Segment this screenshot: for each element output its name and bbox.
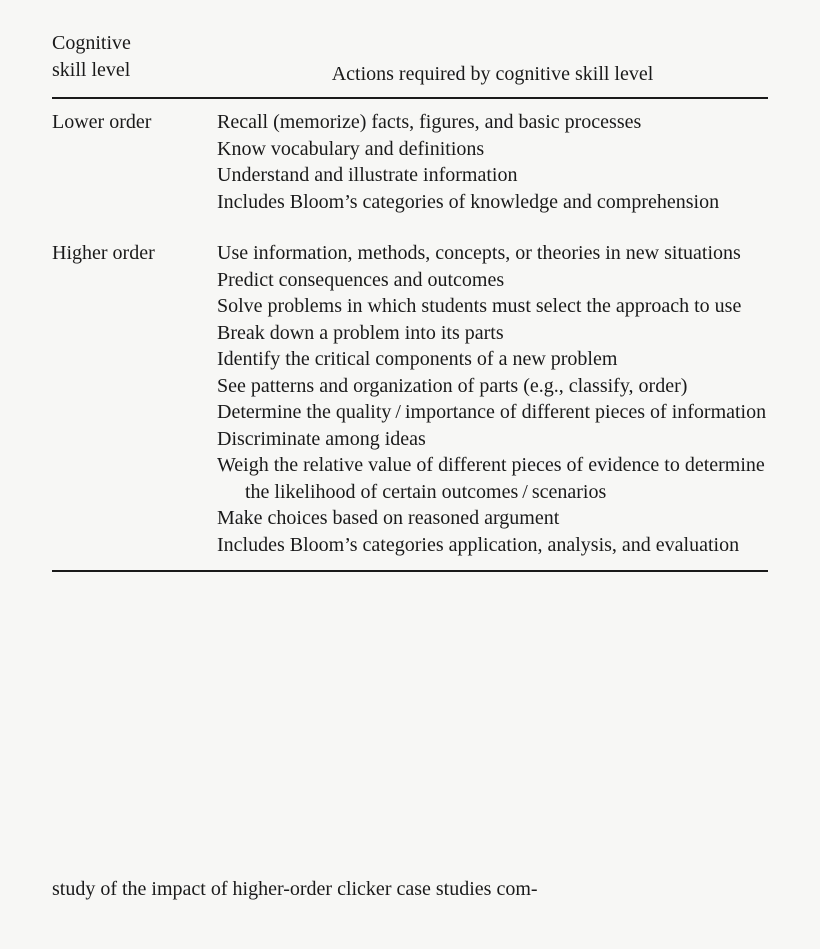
action-item: Weigh the relative value of different pieces of evidence to determine the likelihood of certain outcomes / scenarios	[217, 454, 765, 503]
action-item: Discriminate among ideas	[217, 427, 426, 450]
table-row	[52, 109, 768, 215]
column-header-line-1: Cognitive	[52, 32, 131, 54]
action-item: Solve problems in which students must select the approach to use	[217, 295, 742, 317]
table-bottom-rule	[52, 570, 768, 572]
column-header-cognitive-skill-level	[52, 30, 212, 84]
action-item: Understand and illustrate information	[217, 164, 518, 186]
table-body	[52, 99, 768, 558]
table-row	[52, 240, 768, 558]
action-item: Make choices based on reasoned argument	[217, 507, 560, 529]
action-item: Determine the quality / importance of different pieces of information	[217, 401, 767, 423]
cognitive-skill-level-table	[52, 30, 768, 572]
action-item: Know vocabulary and definitions	[217, 137, 485, 160]
row-level-label: Higher order	[52, 242, 155, 264]
action-item: Use information, methods, concepts, or theories in new situations	[217, 242, 741, 264]
row-actions-list	[217, 109, 768, 215]
action-item: Identify the critical components of a new problem	[217, 348, 618, 370]
action-item: Break down a problem into its parts	[217, 321, 504, 344]
column-header-actions: Actions required by cognitive skill level	[331, 63, 654, 85]
body-paragraph: study of the impact of higher-order clicker case studies com-	[52, 878, 538, 900]
table-header	[52, 30, 768, 92]
column-header-line-2: skill level	[52, 59, 131, 81]
action-item: Includes Bloom’s categories application, analysis, and evaluation	[217, 533, 740, 556]
row-actions-list	[217, 240, 768, 558]
action-item: See patterns and organization of parts (e.g., classify, order)	[217, 374, 688, 397]
action-item: Predict consequences and outcomes	[217, 268, 505, 291]
action-item: Recall (memorize) facts, figures, and basic processes	[217, 111, 642, 133]
action-item: Includes Bloom’s categories of knowledge and comprehension	[217, 190, 720, 213]
row-level-label: Lower order	[52, 111, 152, 133]
